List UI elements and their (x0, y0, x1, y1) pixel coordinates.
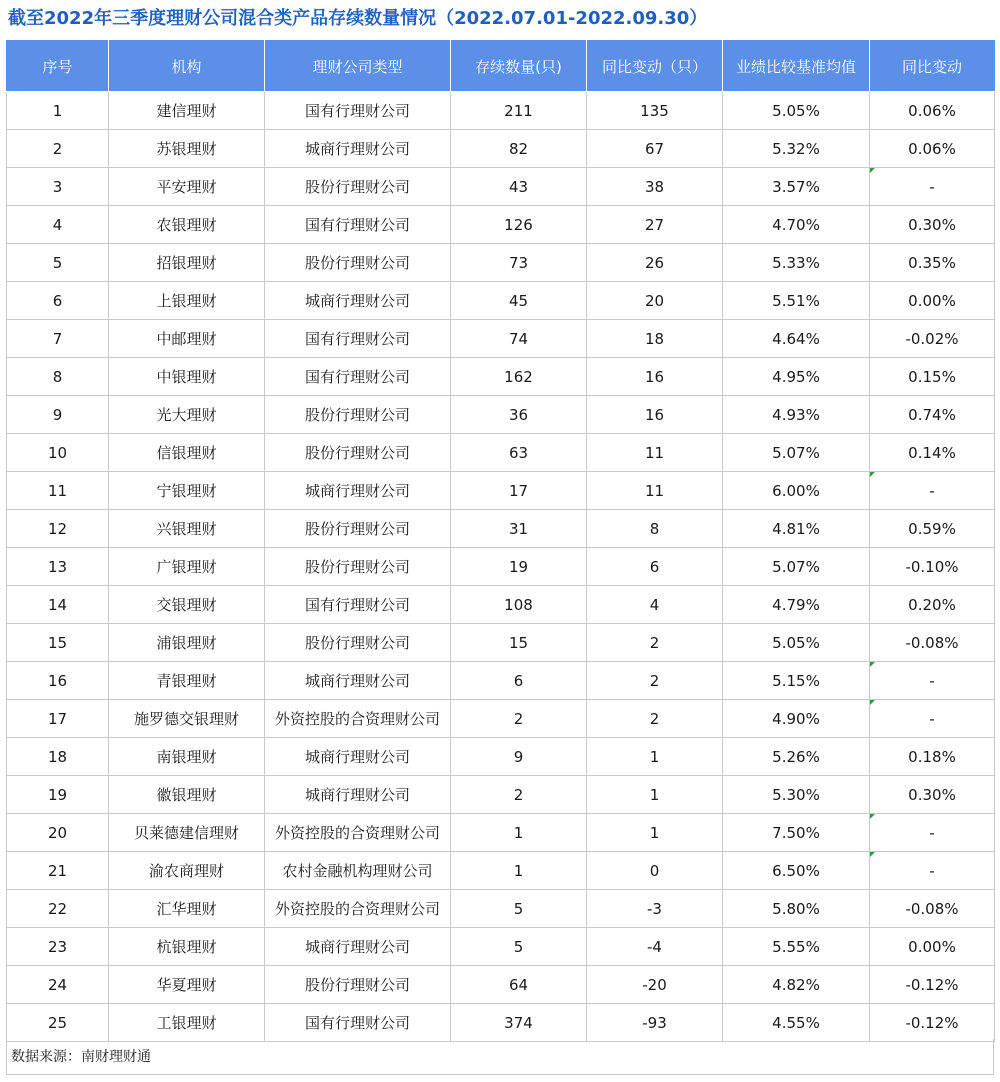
table-row (7, 738, 995, 776)
cell-count: 36 (451, 396, 587, 434)
column-header-benchmark: 业绩比较基准均值 (723, 41, 870, 92)
cell-change: -20 (587, 966, 723, 1004)
cell-count: 74 (451, 320, 587, 358)
cell-org: 华夏理财 (109, 966, 265, 1004)
cell-no: 14 (7, 586, 109, 624)
cell-change: 2 (587, 624, 723, 662)
cell-benchmark-change: 0.15% (870, 358, 995, 396)
column-header-type: 理财公司类型 (265, 41, 451, 92)
cell-type: 股份行理财公司 (265, 244, 451, 282)
column-header-benchmark-change: 同比变动 (870, 41, 995, 92)
cell-org: 上银理财 (109, 282, 265, 320)
cell-change: 27 (587, 206, 723, 244)
cell-benchmark: 5.15% (723, 662, 870, 700)
cell-count: 15 (451, 624, 587, 662)
cell-benchmark: 3.57% (723, 168, 870, 206)
cell-count: 162 (451, 358, 587, 396)
cell-benchmark: 4.70% (723, 206, 870, 244)
cell-count: 19 (451, 548, 587, 586)
cell-count: 6 (451, 662, 587, 700)
table-row (7, 852, 995, 890)
header-row (7, 41, 995, 92)
table-row (7, 168, 995, 206)
cell-type: 国有行理财公司 (265, 92, 451, 130)
cell-no: 19 (7, 776, 109, 814)
cell-type: 外资控股的合资理财公司 (265, 890, 451, 928)
cell-org: 兴银理财 (109, 510, 265, 548)
table-row (7, 92, 995, 130)
cell-benchmark-change: 0.74% (870, 396, 995, 434)
table-row (7, 434, 995, 472)
cell-change: 11 (587, 434, 723, 472)
cell-benchmark-change: 0.00% (870, 282, 995, 320)
cell-count: 9 (451, 738, 587, 776)
cell-no: 22 (7, 890, 109, 928)
cell-org: 广银理财 (109, 548, 265, 586)
cell-org: 施罗德交银理财 (109, 700, 265, 738)
table-row (7, 244, 995, 282)
cell-benchmark: 4.81% (723, 510, 870, 548)
cell-no: 6 (7, 282, 109, 320)
column-header-no: 序号 (7, 41, 109, 92)
cell-count: 5 (451, 928, 587, 966)
cell-count: 5 (451, 890, 587, 928)
cell-count: 73 (451, 244, 587, 282)
cell-count: 31 (451, 510, 587, 548)
table-row (7, 890, 995, 928)
table-row (7, 1004, 995, 1042)
cell-benchmark-change: -0.10% (870, 548, 995, 586)
cell-type: 国有行理财公司 (265, 586, 451, 624)
cell-org: 贝莱德建信理财 (109, 814, 265, 852)
cell-benchmark-change: -0.08% (870, 624, 995, 662)
cell-change: 67 (587, 130, 723, 168)
cell-no: 16 (7, 662, 109, 700)
cell-benchmark-change: 0.14% (870, 434, 995, 472)
cell-no: 24 (7, 966, 109, 1004)
cell-no: 25 (7, 1004, 109, 1042)
table-row (7, 206, 995, 244)
cell-change: 20 (587, 282, 723, 320)
cell-org: 南银理财 (109, 738, 265, 776)
cell-benchmark-change: -0.08% (870, 890, 995, 928)
cell-benchmark: 4.82% (723, 966, 870, 1004)
cell-benchmark-change: 0.30% (870, 776, 995, 814)
table-row (7, 966, 995, 1004)
cell-benchmark-change: - (870, 472, 995, 510)
column-header-change: 同比变动（只） (587, 41, 723, 92)
cell-benchmark-change: 0.20% (870, 586, 995, 624)
cell-org: 青银理财 (109, 662, 265, 700)
cell-type: 股份行理财公司 (265, 966, 451, 1004)
cell-org: 中邮理财 (109, 320, 265, 358)
cell-org: 渝农商理财 (109, 852, 265, 890)
cell-no: 15 (7, 624, 109, 662)
cell-change: 38 (587, 168, 723, 206)
data-source-note: 数据来源：南财理财通 (6, 1039, 994, 1075)
cell-count: 2 (451, 776, 587, 814)
cell-benchmark: 5.07% (723, 434, 870, 472)
cell-change: 2 (587, 700, 723, 738)
cell-change: 16 (587, 396, 723, 434)
cell-type: 股份行理财公司 (265, 168, 451, 206)
cell-benchmark: 5.51% (723, 282, 870, 320)
cell-change: 4 (587, 586, 723, 624)
cell-count: 63 (451, 434, 587, 472)
table-row (7, 472, 995, 510)
table-row (7, 624, 995, 662)
cell-no: 13 (7, 548, 109, 586)
cell-count: 2 (451, 700, 587, 738)
cell-org: 浦银理财 (109, 624, 265, 662)
table-row (7, 396, 995, 434)
cell-benchmark: 5.32% (723, 130, 870, 168)
cell-type: 农村金融机构理财公司 (265, 852, 451, 890)
cell-type: 城商行理财公司 (265, 472, 451, 510)
cell-change: 6 (587, 548, 723, 586)
cell-benchmark: 5.05% (723, 92, 870, 130)
cell-benchmark: 6.00% (723, 472, 870, 510)
cell-benchmark-change: 0.59% (870, 510, 995, 548)
cell-org: 汇华理财 (109, 890, 265, 928)
cell-type: 城商行理财公司 (265, 776, 451, 814)
cell-benchmark: 5.26% (723, 738, 870, 776)
cell-benchmark: 5.33% (723, 244, 870, 282)
cell-type: 股份行理财公司 (265, 624, 451, 662)
cell-org: 光大理财 (109, 396, 265, 434)
cell-benchmark: 4.95% (723, 358, 870, 396)
table-row (7, 928, 995, 966)
cell-benchmark: 4.93% (723, 396, 870, 434)
cell-benchmark-change: - (870, 700, 995, 738)
cell-type: 国有行理财公司 (265, 358, 451, 396)
cell-benchmark-change: 0.18% (870, 738, 995, 776)
table-row (7, 282, 995, 320)
cell-no: 2 (7, 130, 109, 168)
cell-change: -4 (587, 928, 723, 966)
cell-no: 17 (7, 700, 109, 738)
cell-no: 20 (7, 814, 109, 852)
cell-org: 信银理财 (109, 434, 265, 472)
cell-org: 建信理财 (109, 92, 265, 130)
cell-no: 4 (7, 206, 109, 244)
cell-no: 9 (7, 396, 109, 434)
cell-type: 城商行理财公司 (265, 928, 451, 966)
cell-type: 股份行理财公司 (265, 510, 451, 548)
cell-count: 45 (451, 282, 587, 320)
cell-org: 宁银理财 (109, 472, 265, 510)
cell-type: 国有行理财公司 (265, 320, 451, 358)
cell-change: 18 (587, 320, 723, 358)
cell-no: 11 (7, 472, 109, 510)
table-row (7, 548, 995, 586)
cell-benchmark: 5.30% (723, 776, 870, 814)
cell-count: 82 (451, 130, 587, 168)
cell-type: 股份行理财公司 (265, 434, 451, 472)
cell-benchmark-change: 0.00% (870, 928, 995, 966)
cell-org: 杭银理财 (109, 928, 265, 966)
cell-org: 农银理财 (109, 206, 265, 244)
cell-no: 1 (7, 92, 109, 130)
cell-change: 8 (587, 510, 723, 548)
cell-count: 126 (451, 206, 587, 244)
cell-benchmark-change: - (870, 814, 995, 852)
cell-benchmark-change: - (870, 852, 995, 890)
column-header-org: 机构 (109, 41, 265, 92)
cell-benchmark: 5.80% (723, 890, 870, 928)
cell-count: 1 (451, 852, 587, 890)
column-header-count: 存续数量(只) (451, 41, 587, 92)
cell-count: 1 (451, 814, 587, 852)
data-table (6, 40, 995, 1042)
cell-count: 64 (451, 966, 587, 1004)
table-row (7, 130, 995, 168)
cell-type: 城商行理财公司 (265, 662, 451, 700)
cell-type: 国有行理财公司 (265, 206, 451, 244)
table-row (7, 586, 995, 624)
cell-count: 108 (451, 586, 587, 624)
table-row (7, 510, 995, 548)
cell-benchmark-change: -0.02% (870, 320, 995, 358)
cell-change: -3 (587, 890, 723, 928)
cell-type: 股份行理财公司 (265, 396, 451, 434)
cell-org: 平安理财 (109, 168, 265, 206)
cell-no: 21 (7, 852, 109, 890)
cell-no: 8 (7, 358, 109, 396)
cell-change: 1 (587, 738, 723, 776)
cell-count: 211 (451, 92, 587, 130)
cell-org: 中银理财 (109, 358, 265, 396)
cell-type: 城商行理财公司 (265, 282, 451, 320)
table-row (7, 700, 995, 738)
table-row (7, 358, 995, 396)
cell-benchmark: 4.64% (723, 320, 870, 358)
cell-change: 0 (587, 852, 723, 890)
cell-count: 374 (451, 1004, 587, 1042)
cell-org: 交银理财 (109, 586, 265, 624)
cell-change: 11 (587, 472, 723, 510)
cell-type: 外资控股的合资理财公司 (265, 814, 451, 852)
cell-org: 工银理财 (109, 1004, 265, 1042)
cell-change: 16 (587, 358, 723, 396)
cell-benchmark: 5.07% (723, 548, 870, 586)
cell-benchmark-change: 0.35% (870, 244, 995, 282)
cell-no: 12 (7, 510, 109, 548)
cell-count: 17 (451, 472, 587, 510)
cell-benchmark: 5.55% (723, 928, 870, 966)
cell-no: 18 (7, 738, 109, 776)
cell-benchmark: 4.55% (723, 1004, 870, 1042)
cell-benchmark-change: -0.12% (870, 1004, 995, 1042)
cell-count: 43 (451, 168, 587, 206)
cell-no: 3 (7, 168, 109, 206)
cell-org: 苏银理财 (109, 130, 265, 168)
cell-benchmark-change: 0.30% (870, 206, 995, 244)
cell-no: 10 (7, 434, 109, 472)
cell-change: 26 (587, 244, 723, 282)
cell-no: 7 (7, 320, 109, 358)
page-title: 截至2022年三季度理财公司混合类产品存续数量情况（2022.07.01-2022.09.30） (8, 8, 708, 29)
cell-change: 1 (587, 814, 723, 852)
cell-change: 1 (587, 776, 723, 814)
table-row (7, 776, 995, 814)
cell-benchmark-change: -0.12% (870, 966, 995, 1004)
table-row (7, 814, 995, 852)
cell-change: -93 (587, 1004, 723, 1042)
cell-benchmark: 6.50% (723, 852, 870, 890)
table-row (7, 662, 995, 700)
cell-change: 135 (587, 92, 723, 130)
cell-benchmark: 7.50% (723, 814, 870, 852)
cell-benchmark: 4.79% (723, 586, 870, 624)
cell-change: 2 (587, 662, 723, 700)
cell-no: 5 (7, 244, 109, 282)
table-body (7, 92, 995, 1042)
cell-benchmark-change: - (870, 662, 995, 700)
cell-org: 招银理财 (109, 244, 265, 282)
cell-type: 城商行理财公司 (265, 738, 451, 776)
cell-type: 外资控股的合资理财公司 (265, 700, 451, 738)
cell-org: 徽银理财 (109, 776, 265, 814)
cell-benchmark: 5.05% (723, 624, 870, 662)
cell-benchmark-change: 0.06% (870, 92, 995, 130)
cell-type: 股份行理财公司 (265, 548, 451, 586)
table-row (7, 320, 995, 358)
cell-no: 23 (7, 928, 109, 966)
cell-benchmark: 4.90% (723, 700, 870, 738)
cell-benchmark-change: 0.06% (870, 130, 995, 168)
cell-benchmark-change: - (870, 168, 995, 206)
cell-type: 城商行理财公司 (265, 130, 451, 168)
cell-type: 国有行理财公司 (265, 1004, 451, 1042)
